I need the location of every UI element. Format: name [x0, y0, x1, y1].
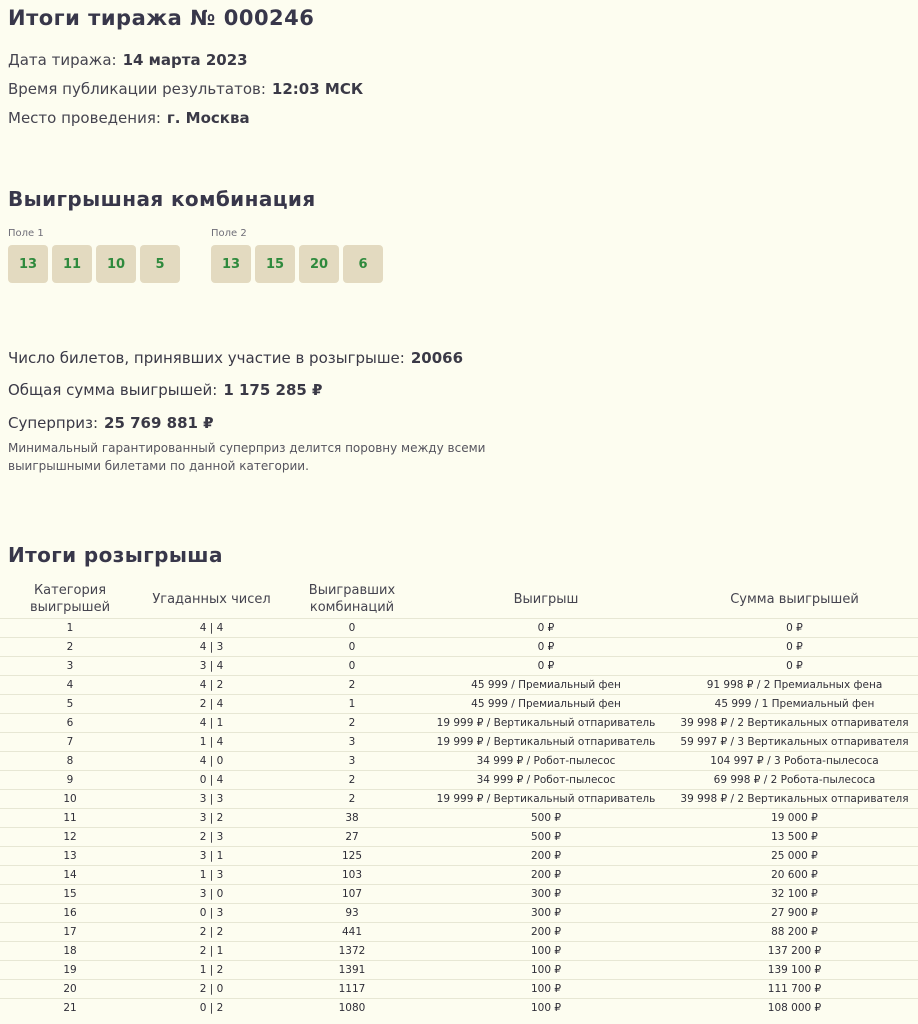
cell-category: 17 [0, 923, 140, 942]
cell-prize: 34 999 ₽ / Робот-пылесос [421, 752, 671, 771]
cell-category: 21 [0, 999, 140, 1018]
cell-guessed: 0 | 3 [140, 904, 283, 923]
cell-winning-combos: 2 [283, 790, 421, 809]
col-header-total: Сумма выигрышей [730, 591, 859, 607]
field-2-label: Поле 2 [211, 228, 247, 239]
table-row [0, 771, 918, 790]
cell-winning-combos: 125 [283, 847, 421, 866]
table-row [0, 695, 918, 714]
draw-date-label: Дата тиража: [8, 51, 117, 69]
cell-prize: 19 999 ₽ / Вертикальный отпариватель [421, 790, 671, 809]
superprize-value: 25 769 881 ₽ [104, 414, 214, 432]
cell-winning-combos: 1372 [283, 942, 421, 961]
cell-prize: 0 ₽ [421, 657, 671, 676]
table-row [0, 999, 918, 1018]
cell-total: 91 998 ₽ / 2 Премиальных фена [671, 676, 918, 695]
table-row [0, 733, 918, 752]
ball: 11 [52, 245, 92, 283]
cell-category: 7 [0, 733, 140, 752]
ball: 13 [211, 245, 251, 283]
total-winnings [8, 381, 323, 399]
ball: 5 [140, 245, 180, 283]
cell-category: 1 [0, 619, 140, 638]
cell-winning-combos: 0 [283, 638, 421, 657]
cell-category: 2 [0, 638, 140, 657]
cell-winning-combos: 1080 [283, 999, 421, 1018]
cell-prize: 19 999 ₽ / Вертикальный отпариватель [421, 714, 671, 733]
cell-prize: 34 999 ₽ / Робот-пылесос [421, 771, 671, 790]
tickets-count-label: Число билетов, принявших участие в розыгрыше: [8, 349, 405, 367]
cell-prize: 0 ₽ [421, 638, 671, 657]
table-row [0, 904, 918, 923]
tickets-count [8, 349, 463, 367]
table-row [0, 866, 918, 885]
table-row [0, 961, 918, 980]
table-row [0, 942, 918, 961]
cell-guessed: 0 | 2 [140, 999, 283, 1018]
field-1 [8, 228, 180, 283]
results-table [0, 580, 918, 1017]
cell-prize: 300 ₽ [421, 885, 671, 904]
cell-category: 10 [0, 790, 140, 809]
cell-prize: 200 ₽ [421, 923, 671, 942]
cell-guessed: 4 | 4 [140, 619, 283, 638]
cell-guessed: 3 | 3 [140, 790, 283, 809]
results-heading: Итоги розыгрыша [8, 543, 223, 567]
col-header-prize: Выигрыш [513, 591, 579, 607]
draw-place-value: г. Москва [166, 109, 250, 127]
cell-guessed: 2 | 3 [140, 828, 283, 847]
page-title: Итоги тиража № 000246 [8, 6, 315, 30]
col-header-category: Категория выигрышей [29, 583, 111, 615]
superprize-note: Минимальный гарантированный суперприз делится поровну между всеми выигрышными билетами по данной категории. [8, 441, 486, 473]
cell-winning-combos: 1 [283, 695, 421, 714]
publish-time-label: Время публикации результатов: [8, 80, 266, 98]
cell-winning-combos: 2 [283, 771, 421, 790]
cell-category: 20 [0, 980, 140, 999]
ball: 6 [343, 245, 383, 283]
cell-guessed: 1 | 4 [140, 733, 283, 752]
cell-prize: 100 ₽ [421, 999, 671, 1018]
cell-category: 6 [0, 714, 140, 733]
cell-category: 13 [0, 847, 140, 866]
cell-guessed: 2 | 4 [140, 695, 283, 714]
cell-prize: 45 999 / Премиальный фен [421, 676, 671, 695]
cell-winning-combos: 93 [283, 904, 421, 923]
cell-total: 32 100 ₽ [671, 885, 918, 904]
table-row [0, 619, 918, 638]
cell-winning-combos: 2 [283, 714, 421, 733]
table-row [0, 885, 918, 904]
cell-category: 16 [0, 904, 140, 923]
draw-place [8, 109, 250, 127]
cell-prize: 100 ₽ [421, 980, 671, 999]
cell-total: 19 000 ₽ [671, 809, 918, 828]
cell-total: 45 999 / 1 Премиальный фен [671, 695, 918, 714]
superprize-label: Суперприз: [8, 414, 99, 432]
cell-category: 9 [0, 771, 140, 790]
cell-guessed: 4 | 2 [140, 676, 283, 695]
cell-category: 4 [0, 676, 140, 695]
ball: 13 [8, 245, 48, 283]
table-row [0, 676, 918, 695]
cell-winning-combos: 3 [283, 733, 421, 752]
draw-date-value: 14 марта 2023 [122, 51, 248, 69]
cell-total: 13 500 ₽ [671, 828, 918, 847]
table-row [0, 752, 918, 771]
draw-place-label: Место проведения: [8, 109, 161, 127]
table-row [0, 847, 918, 866]
ball: 10 [96, 245, 136, 283]
cell-category: 8 [0, 752, 140, 771]
cell-total: 111 700 ₽ [671, 980, 918, 999]
cell-winning-combos: 1391 [283, 961, 421, 980]
cell-total: 0 ₽ [671, 657, 918, 676]
table-row [0, 980, 918, 999]
table-row [0, 923, 918, 942]
cell-category: 19 [0, 961, 140, 980]
cell-total: 139 100 ₽ [671, 961, 918, 980]
cell-total: 39 998 ₽ / 2 Вертикальных отпаривателя [671, 790, 918, 809]
cell-winning-combos: 107 [283, 885, 421, 904]
cell-guessed: 2 | 1 [140, 942, 283, 961]
cell-total: 27 900 ₽ [671, 904, 918, 923]
field-1-label: Поле 1 [8, 228, 44, 239]
cell-total: 88 200 ₽ [671, 923, 918, 942]
cell-category: 3 [0, 657, 140, 676]
superprize [8, 414, 214, 432]
cell-guessed: 3 | 1 [140, 847, 283, 866]
publish-time [8, 80, 363, 98]
cell-prize: 45 999 / Премиальный фен [421, 695, 671, 714]
cell-guessed: 3 | 0 [140, 885, 283, 904]
total-winnings-value: 1 175 285 ₽ [223, 381, 323, 399]
cell-guessed: 4 | 0 [140, 752, 283, 771]
table-header-row [0, 580, 918, 619]
combination-heading: Выигрышная комбинация [8, 187, 316, 211]
cell-prize: 200 ₽ [421, 866, 671, 885]
table-row [0, 657, 918, 676]
cell-category: 14 [0, 866, 140, 885]
cell-total: 59 997 ₽ / 3 Вертикальных отпаривателя [671, 733, 918, 752]
cell-guessed: 4 | 3 [140, 638, 283, 657]
cell-prize: 200 ₽ [421, 847, 671, 866]
cell-total: 25 000 ₽ [671, 847, 918, 866]
table-row [0, 714, 918, 733]
draw-date [8, 51, 248, 69]
cell-category: 18 [0, 942, 140, 961]
cell-prize: 100 ₽ [421, 961, 671, 980]
cell-guessed: 0 | 4 [140, 771, 283, 790]
cell-total: 69 998 ₽ / 2 Робота-пылесоса [671, 771, 918, 790]
cell-total: 104 997 ₽ / 3 Робота-пылесоса [671, 752, 918, 771]
cell-winning-combos: 27 [283, 828, 421, 847]
table-row [0, 828, 918, 847]
cell-total: 39 998 ₽ / 2 Вертикальных отпаривателя [671, 714, 918, 733]
cell-winning-combos: 1117 [283, 980, 421, 999]
ball: 15 [255, 245, 295, 283]
cell-winning-combos: 0 [283, 657, 421, 676]
table-row [0, 638, 918, 657]
cell-guessed: 3 | 2 [140, 809, 283, 828]
cell-prize: 100 ₽ [421, 942, 671, 961]
cell-total: 0 ₽ [671, 619, 918, 638]
table-row [0, 809, 918, 828]
publish-time-value: 12:03 МСК [271, 80, 364, 98]
cell-winning-combos: 441 [283, 923, 421, 942]
cell-prize: 300 ₽ [421, 904, 671, 923]
field-2 [211, 228, 383, 283]
cell-category: 5 [0, 695, 140, 714]
tickets-count-value: 20066 [410, 349, 464, 367]
cell-total: 0 ₽ [671, 638, 918, 657]
cell-category: 15 [0, 885, 140, 904]
ball: 20 [299, 245, 339, 283]
cell-guessed: 1 | 2 [140, 961, 283, 980]
col-header-guessed: Угаданных чисел [152, 591, 271, 607]
cell-prize: 500 ₽ [421, 828, 671, 847]
cell-guessed: 2 | 0 [140, 980, 283, 999]
cell-guessed: 2 | 2 [140, 923, 283, 942]
cell-winning-combos: 38 [283, 809, 421, 828]
cell-total: 20 600 ₽ [671, 866, 918, 885]
cell-winning-combos: 3 [283, 752, 421, 771]
cell-total: 108 000 ₽ [671, 999, 918, 1018]
cell-winning-combos: 0 [283, 619, 421, 638]
cell-winning-combos: 2 [283, 676, 421, 695]
cell-total: 137 200 ₽ [671, 942, 918, 961]
total-winnings-label: Общая сумма выигрышей: [8, 381, 218, 399]
cell-winning-combos: 103 [283, 866, 421, 885]
cell-guessed: 3 | 4 [140, 657, 283, 676]
cell-category: 11 [0, 809, 140, 828]
table-row [0, 790, 918, 809]
col-header-winning-combos: Выигравших комбинаций [308, 583, 396, 615]
cell-guessed: 1 | 3 [140, 866, 283, 885]
cell-guessed: 4 | 1 [140, 714, 283, 733]
cell-category: 12 [0, 828, 140, 847]
cell-prize: 19 999 ₽ / Вертикальный отпариватель [421, 733, 671, 752]
cell-prize: 0 ₽ [421, 619, 671, 638]
cell-prize: 500 ₽ [421, 809, 671, 828]
